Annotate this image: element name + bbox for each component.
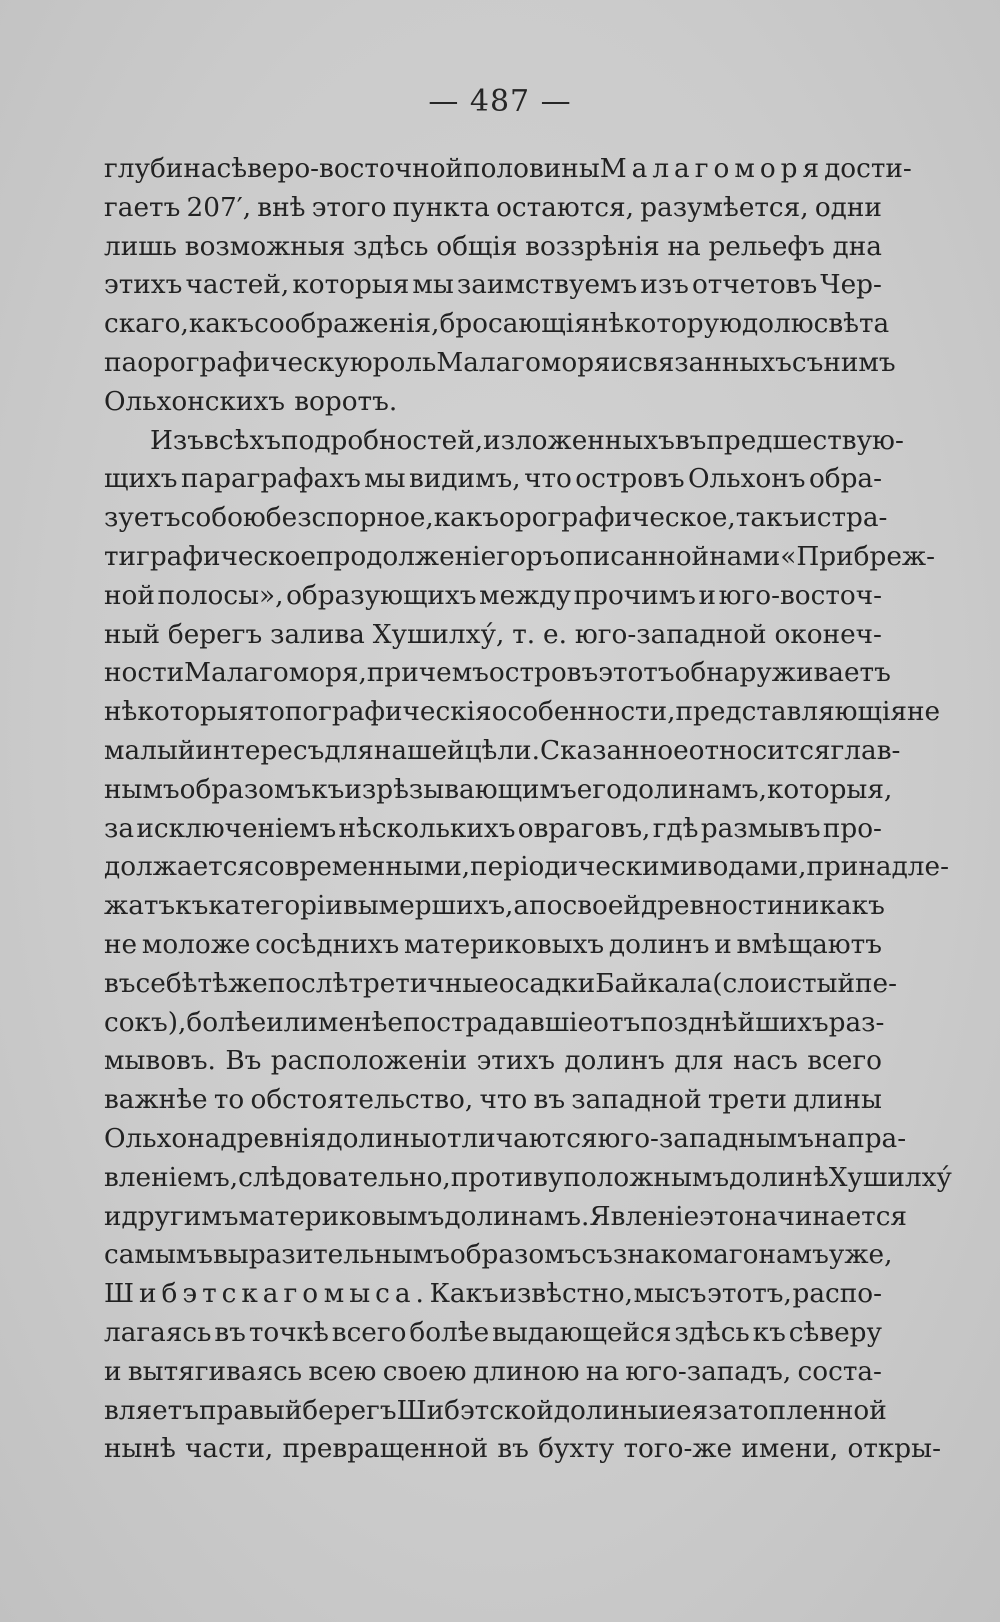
word: менѣе [317, 1007, 403, 1038]
word: скаго, [104, 309, 189, 340]
word: гдѣ [652, 813, 699, 844]
word: не [907, 697, 941, 728]
word: и [714, 929, 732, 960]
word: себѣ [135, 968, 198, 999]
word: вляетъ [104, 1395, 199, 1426]
word: глав- [830, 735, 901, 766]
word: противуположнымъ [450, 1162, 730, 1193]
word: орографическое, [499, 503, 736, 534]
word: мывовъ. [104, 1046, 216, 1077]
page-number: — 487 — [428, 84, 572, 119]
word: т. [512, 619, 536, 650]
text-line [104, 926, 882, 965]
word: точкѣ [248, 1317, 329, 1348]
word: никакъ [784, 891, 885, 922]
word: ной [104, 580, 155, 611]
word: стра- [816, 503, 888, 534]
word: а [513, 891, 530, 922]
word: длиною [472, 1356, 580, 1387]
word: Ольхона [104, 1123, 221, 1154]
word: нимъ [823, 347, 896, 378]
word: соображенія, [254, 309, 440, 340]
word: глубина [104, 154, 217, 184]
word: слѣдовательно, [238, 1162, 451, 1193]
word: моря [734, 154, 825, 184]
word: разумѣется, [640, 192, 809, 223]
word: е. [543, 619, 567, 650]
text-line [104, 577, 882, 616]
word: такъ [735, 503, 800, 534]
word: Въ [225, 1046, 262, 1077]
word: ный [104, 619, 160, 650]
word: нымъ [104, 774, 180, 805]
word: Ольхонъ [688, 464, 806, 495]
word: Малаго [184, 658, 289, 689]
word: что [524, 464, 572, 495]
word: должается [104, 852, 255, 883]
word: водами, [697, 852, 807, 883]
text-line [104, 1004, 885, 1043]
word: начинается [744, 1201, 908, 1232]
word: мыса. [323, 1279, 429, 1310]
word: лишь [104, 231, 177, 262]
word: параграфахъ [180, 464, 361, 495]
word: подробностей, [280, 425, 484, 456]
word: къ [175, 891, 209, 922]
text-line [104, 771, 893, 810]
word: Чер- [820, 270, 882, 301]
word: ности [104, 658, 185, 689]
word: какъ [188, 309, 255, 340]
word: извѣстно, [499, 1279, 633, 1310]
word: насъ [733, 1046, 798, 1077]
word: самымъ [104, 1240, 213, 1271]
word: заимствуемъ [456, 270, 638, 301]
word: Сказанное [539, 735, 689, 766]
word: представляющія [675, 697, 907, 728]
word: мысъ [633, 1279, 707, 1310]
word: вытягиваясь [127, 1356, 303, 1387]
word: материковымъ [238, 1201, 445, 1232]
word: въ [674, 425, 707, 456]
text-line [104, 1042, 882, 1081]
word: другимъ [121, 1201, 239, 1232]
word: полосы», [157, 580, 284, 611]
word: долинѣ [729, 1162, 829, 1193]
word: осадки [498, 968, 596, 999]
word: причемъ [366, 658, 489, 689]
word: распо- [792, 1279, 882, 1310]
word: Ольхонскихъ [104, 386, 286, 417]
text-line [104, 887, 885, 926]
word: прочимъ [573, 580, 696, 611]
word: категоріи [208, 891, 343, 922]
word: къ [752, 1317, 786, 1348]
word: жатъ [104, 891, 176, 922]
word: бухту [538, 1434, 615, 1465]
word: юго-западной [574, 619, 767, 650]
word: долины [326, 1123, 432, 1154]
word: нѣкоторую [590, 309, 742, 340]
word: для [324, 735, 374, 766]
word: Изъ [150, 425, 205, 456]
text-line [104, 538, 935, 577]
word: Какъ [429, 1279, 499, 1310]
text-line [104, 1314, 882, 1353]
text-line [104, 1081, 882, 1120]
text-line [104, 732, 901, 771]
word: нашей [373, 735, 465, 766]
word: принадле- [806, 852, 949, 883]
word: имени, [741, 1434, 839, 1465]
word: изложенныхъ [483, 425, 675, 456]
word: гаетъ [104, 192, 181, 223]
word: отличаются [431, 1123, 598, 1154]
word: или [266, 1007, 318, 1038]
word: видимъ, [409, 464, 521, 495]
text-line [104, 344, 896, 383]
word: особенности, [491, 697, 676, 728]
word: затопленной [708, 1395, 887, 1426]
word: и [104, 1356, 122, 1387]
word: моря, [288, 658, 367, 689]
word: Явленіе [589, 1201, 700, 1232]
text-line [104, 1430, 941, 1469]
word: этихъ [104, 270, 183, 301]
word: въ [104, 968, 136, 999]
word: намъ [758, 1240, 829, 1271]
word: съ [581, 1240, 613, 1271]
word: между [479, 580, 571, 611]
word: пе- [855, 968, 897, 999]
word: выразительнымъ [212, 1240, 450, 1271]
word: дости- [824, 154, 912, 184]
word: по [529, 891, 563, 922]
word: овраговъ, [517, 813, 651, 844]
word: внѣ [257, 192, 306, 223]
word: Малаго [599, 154, 735, 184]
word: остаются, [496, 192, 634, 223]
text-line [104, 228, 882, 267]
word: съ [791, 347, 824, 378]
word: тѣже [197, 968, 268, 999]
word: роль [372, 347, 437, 378]
word: материковыхъ [403, 929, 605, 960]
text-line [104, 965, 897, 1004]
word: знакомаго [612, 1240, 759, 1271]
word: малый [104, 735, 196, 766]
word: островъ [488, 658, 599, 689]
word: Хушилху́ [828, 1162, 952, 1193]
word: всего [807, 1046, 882, 1077]
word: относится [688, 735, 831, 766]
word: юго-западъ, [625, 1356, 792, 1387]
word: долю [741, 309, 814, 340]
word: долинъ [564, 1046, 665, 1077]
word: всѣхъ [204, 425, 281, 456]
word: здѣсь [353, 231, 429, 262]
text-line [104, 1353, 882, 1392]
word: вымершихъ, [342, 891, 514, 922]
word: воззрѣнія [525, 231, 660, 262]
word: орографическую [137, 347, 373, 378]
word: въ [497, 1434, 529, 1465]
word: общія [436, 231, 518, 262]
word: современными, [254, 852, 471, 883]
word: уже, [828, 1240, 893, 1271]
word: свѣта [813, 309, 890, 340]
text-line [104, 460, 882, 499]
word: обра- [808, 464, 882, 495]
word: за [104, 813, 135, 844]
word: трети [707, 1085, 787, 1116]
word: дна [832, 231, 882, 262]
word: Малаго [436, 347, 541, 378]
word: обстоятельство, [250, 1085, 474, 1116]
word: юго-западнымъ [597, 1123, 814, 1154]
word: и [698, 580, 716, 611]
word: берегъ [167, 619, 263, 650]
word: зуетъ [104, 503, 181, 534]
word: исключеніемъ [136, 813, 337, 844]
word: для [674, 1046, 724, 1077]
word: берегъ [302, 1395, 397, 1426]
word: этотъ, [707, 1279, 792, 1310]
word: обнаруживаетъ [674, 658, 891, 689]
word: сѣверо-восточной [216, 154, 464, 184]
word: моложе [141, 929, 251, 960]
word: лагаясь [104, 1317, 212, 1348]
word: про- [822, 813, 882, 844]
word: предшествую- [706, 425, 904, 456]
word: горъ [496, 541, 560, 572]
paragraph [104, 150, 912, 422]
word: размывъ [700, 813, 821, 844]
word: то [213, 1085, 245, 1116]
word: всего [331, 1317, 407, 1348]
word: болѣе [186, 1007, 267, 1038]
word: юго-восточ- [718, 580, 882, 611]
word: нѣкоторыя [104, 697, 255, 728]
text-line [104, 616, 882, 655]
word: что [479, 1085, 528, 1116]
word: островъ [575, 464, 685, 495]
text-line [104, 305, 890, 344]
word: ея [676, 1395, 709, 1426]
word: Байкала [595, 968, 713, 999]
word: моря [540, 347, 611, 378]
word: щихъ [104, 464, 178, 495]
word: интересъ [195, 735, 325, 766]
word: Хушилху́, [372, 619, 505, 650]
word: на [585, 1356, 620, 1387]
word: пострадавшіе [402, 1007, 594, 1038]
word: въ [533, 1085, 566, 1116]
word: это [699, 1201, 745, 1232]
word: мы [412, 270, 454, 301]
text-line [104, 654, 891, 693]
word: древнія [220, 1123, 327, 1154]
word: и [799, 503, 817, 534]
word: «Прибреж- [780, 541, 935, 572]
word: откры- [847, 1434, 941, 1465]
page-text [104, 150, 952, 1469]
text-line [104, 189, 882, 228]
word: его [576, 774, 622, 805]
text-line [104, 810, 882, 849]
text-line [104, 383, 882, 422]
word: древности [640, 891, 785, 922]
word: не [104, 929, 138, 960]
word: частей, [185, 270, 290, 301]
word: возможныя [184, 231, 346, 262]
word: этихъ [476, 1046, 555, 1077]
word: на [667, 231, 701, 262]
word: отъ [593, 1007, 641, 1038]
text-line [104, 499, 888, 538]
word: въ [214, 1317, 246, 1348]
word: изъ [640, 270, 689, 301]
text-line [104, 693, 941, 732]
paragraph [104, 422, 952, 1470]
word: части, [185, 1434, 274, 1465]
word: соста- [797, 1356, 882, 1387]
word: образомъ [449, 1240, 582, 1271]
word: долинамъ, [621, 774, 767, 805]
word: и [610, 347, 629, 378]
word: этотъ [598, 658, 675, 689]
word: связанныхъ [628, 347, 792, 378]
word: бросающія [439, 309, 591, 340]
word: и [658, 1395, 676, 1426]
word: которыя [292, 270, 410, 301]
word: расположеніи [270, 1046, 468, 1077]
word: оконеч- [774, 619, 882, 650]
word: того-же [623, 1434, 733, 1465]
word: раз- [828, 1007, 885, 1038]
word: залива [270, 619, 365, 650]
word: выдающейся [492, 1317, 672, 1348]
text-line [104, 848, 949, 887]
word: долинъ [608, 929, 710, 960]
word: нынѣ [104, 1434, 176, 1465]
word: своею [382, 1356, 467, 1387]
word: здѣсь [674, 1317, 750, 1348]
text-line [104, 1198, 908, 1237]
word: 207′, [186, 192, 252, 223]
word: изрѣзывающимъ [344, 774, 577, 805]
text-line [104, 1275, 882, 1314]
word: отчетовъ [691, 270, 818, 301]
word: періодическими [470, 852, 698, 883]
text-line [104, 1236, 893, 1275]
word: правый [198, 1395, 303, 1426]
word: которыя, [766, 774, 893, 805]
word: цѣли. [464, 735, 540, 766]
word: къ [311, 774, 345, 805]
word: Шибэтскаго [104, 1279, 324, 1310]
word: своей [562, 891, 641, 922]
text-line [104, 1120, 907, 1159]
word: позднѣйшихъ [640, 1007, 829, 1038]
word: какъ [433, 503, 500, 534]
text-line [104, 422, 904, 461]
word: всею [308, 1356, 377, 1387]
word: па [104, 347, 138, 378]
word: послѣтретичные [267, 968, 499, 999]
word: вленіемъ, [104, 1162, 239, 1193]
word: (слоистый [712, 968, 856, 999]
word: образомъ [179, 774, 312, 805]
text-line [104, 150, 912, 189]
word: долинамъ. [444, 1201, 590, 1232]
word: сокъ), [104, 1007, 187, 1038]
word: пункта [392, 192, 490, 223]
word: превращенной [282, 1434, 489, 1465]
word: топографическія [254, 697, 492, 728]
word: мы [364, 464, 406, 495]
word: Шибэтской [396, 1395, 554, 1426]
word: образующихъ [286, 580, 477, 611]
text-line [104, 266, 882, 305]
word: западной [571, 1085, 702, 1116]
word: продолженіе [315, 541, 497, 572]
word: безспорное, [265, 503, 434, 534]
text-line [104, 1392, 887, 1431]
word: описанной [559, 541, 710, 572]
word: сосѣднихъ [255, 929, 400, 960]
word: одни [814, 192, 882, 223]
word: сѣверу [788, 1317, 882, 1348]
word: вмѣщаютъ [736, 929, 882, 960]
word: напра- [813, 1123, 907, 1154]
word: и [104, 1201, 122, 1232]
word: рельефъ [708, 231, 825, 262]
word: этого [311, 192, 387, 223]
word: болѣе [409, 1317, 490, 1348]
word: собою [180, 503, 266, 534]
word: половины [463, 154, 600, 184]
text-line [104, 1159, 952, 1198]
word: воротъ. [294, 386, 398, 417]
word: длины [793, 1085, 882, 1116]
word: тиграфическое [104, 541, 316, 572]
word: нами [709, 541, 781, 572]
word: долины [553, 1395, 659, 1426]
word: нѣсколькихъ [338, 813, 516, 844]
word: важнѣе [104, 1085, 208, 1116]
